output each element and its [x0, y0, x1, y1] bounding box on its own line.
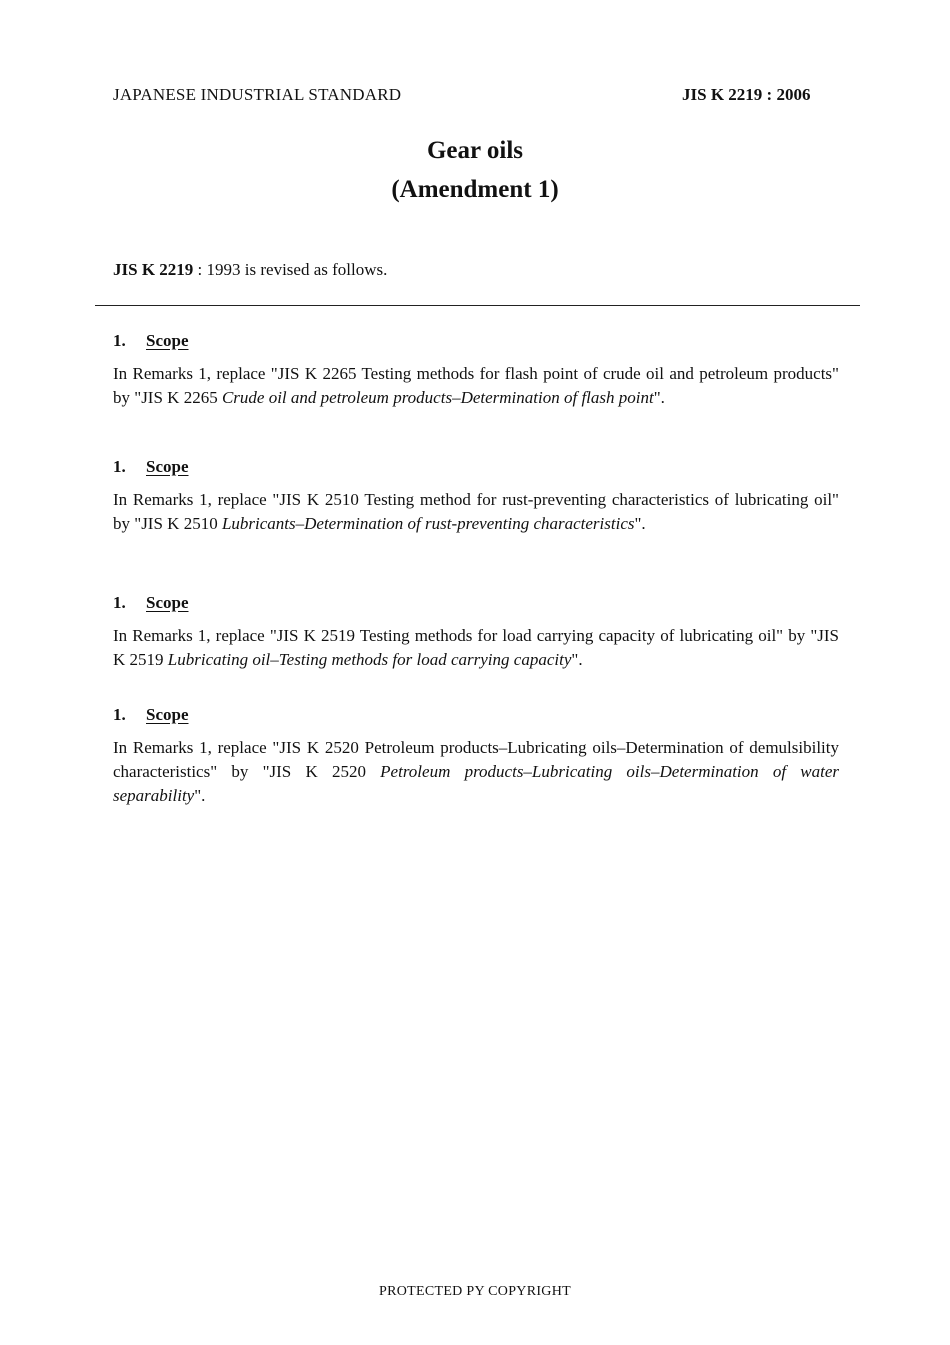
body-italic-title: Crude oil and petroleum products–Determination of flash point [221, 388, 654, 407]
section-label: Scope [146, 331, 189, 350]
section-body [113, 362, 839, 410]
standard-number-header: JIS K 2219 : 2006 [682, 85, 811, 104]
amendment-section [113, 591, 839, 672]
document-title: Gear oils [426, 137, 524, 164]
body-text: In Remarks 1, replace "JIS K 2265 Testing methods for flash point of crude oil and petroleum products" by "JIS K 2265 [113, 364, 839, 407]
section-heading [113, 591, 839, 615]
intro-standard: JIS K 2219 [113, 260, 194, 279]
amendment-section [113, 703, 839, 808]
section-body [113, 488, 839, 536]
section-number: 1. [113, 457, 126, 476]
body-text: In Remarks 1, replace "JIS K 2519 Testing methods for load carrying capacity of lubricating oil" by "JIS K 2519 [113, 626, 839, 669]
body-text-end: ". [634, 514, 646, 533]
section-number: 1. [113, 331, 126, 350]
section-number: 1. [113, 705, 126, 724]
document-type-header: JAPANESE INDUSTRIAL STANDARD [113, 85, 402, 104]
section-heading [113, 455, 839, 479]
body-text: In Remarks 1, replace "JIS K 2510 Testing method for rust-preventing characteristics of lubricating oil" by "JIS K 2510 [113, 490, 839, 533]
body-text-end: ". [194, 786, 206, 805]
intro-text: : 1993 is revised as follows. [193, 260, 388, 279]
section-label: Scope [146, 593, 189, 612]
divider-line [95, 305, 860, 306]
document-subtitle: (Amendment 1) [391, 176, 559, 203]
body-text-end: ". [653, 388, 665, 407]
section-number: 1. [113, 593, 126, 612]
body-italic-title: Lubricants–Determination of rust-preventing characteristics [221, 514, 635, 533]
amendment-section [113, 329, 839, 410]
body-italic-title: Lubricating oil–Testing methods for load carrying capacity [167, 650, 572, 669]
copyright-footer: PROTECTED PY COPYRIGHT [379, 1284, 571, 1299]
section-label: Scope [146, 705, 189, 724]
body-text: In Remarks 1, replace "JIS K 2520 Petroleum products–Lubricating oils–Determination of demulsibility characteristics" by "JIS K 2520 [113, 738, 839, 781]
revision-intro [113, 260, 387, 280]
section-body [113, 624, 839, 672]
section-body [113, 736, 839, 808]
body-text-end: ". [571, 650, 583, 669]
section-label: Scope [146, 457, 189, 476]
body-italic-title: Petroleum products–Lubricating oils–Determination of water separability [113, 762, 840, 805]
section-heading [113, 703, 839, 727]
amendment-section [113, 455, 839, 536]
section-heading [113, 329, 839, 353]
